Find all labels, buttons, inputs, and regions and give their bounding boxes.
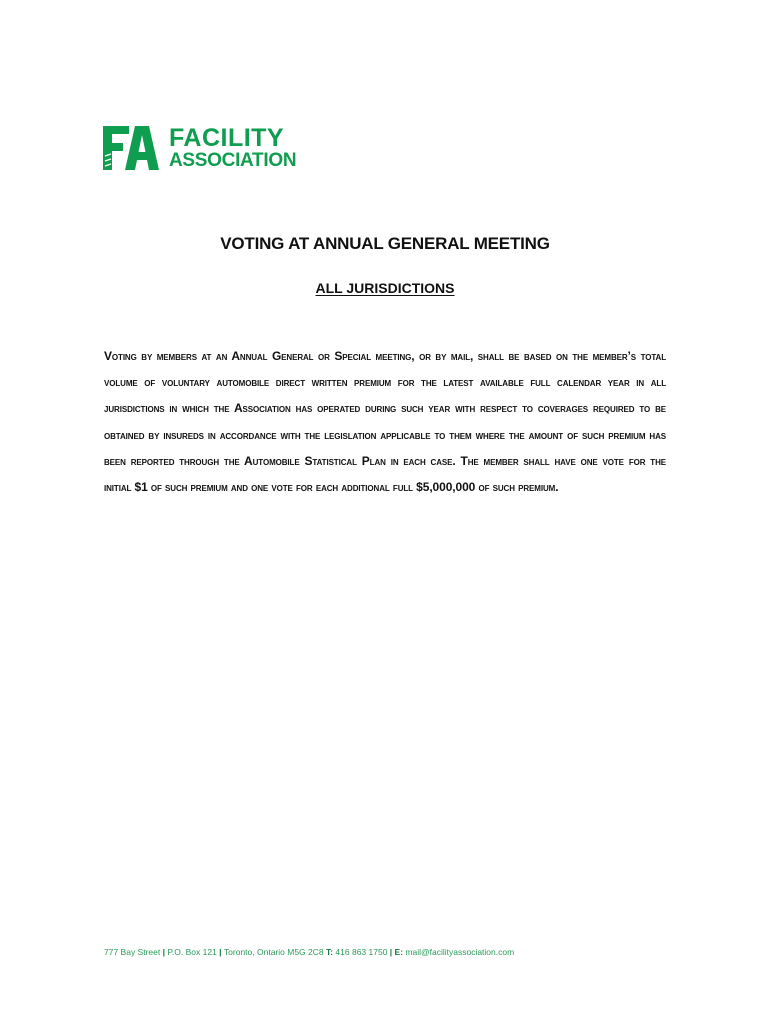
footer-separator: |	[216, 947, 224, 957]
footer-email[interactable]: mail@facilityassociation.com	[405, 947, 515, 957]
fa-logo-mark-icon	[103, 126, 161, 170]
facility-association-logo	[103, 126, 296, 170]
footer-contact	[104, 947, 704, 957]
footer-email-label: E:	[394, 947, 406, 957]
footer-separator: |	[160, 947, 168, 957]
footer-tel-label: T:	[323, 947, 336, 957]
logo-line-1: FACILITY	[169, 124, 285, 152]
document-subtitle: ALL JURISDICTIONS	[315, 280, 455, 296]
document-title: VOTING AT ANNUAL GENERAL MEETING	[220, 234, 550, 253]
footer-pobox: P.O. Box 121	[167, 947, 217, 957]
footer-city: Toronto, Ontario M5G 2C8	[223, 947, 324, 957]
footer-separator: |	[387, 947, 395, 957]
footer-tel: 416 863 1750	[335, 947, 388, 957]
voting-paragraph: Voting by members at an Annual General or Special meeting, or by mail, shall be based on the member’s total volume of voluntary automobile direct written premium for the latest available full calendar year in all jurisdictions in which the Association has operated during such year with respect to coverages required to be obtained by insureds in accordance with the legislation applicable to them where the amount of such premium has been reported through the Automobile Statistical Plan in each case. The member shall have one vote for the initial $1 of such premium and one vote for each additional full $5,000,000 of such premium.	[104, 349, 666, 495]
logo-wordmark	[169, 126, 296, 170]
logo-line-2: ASSOCIATION	[169, 150, 297, 171]
footer-address: 777 Bay Street	[104, 947, 161, 957]
subtitle-container	[0, 280, 770, 298]
